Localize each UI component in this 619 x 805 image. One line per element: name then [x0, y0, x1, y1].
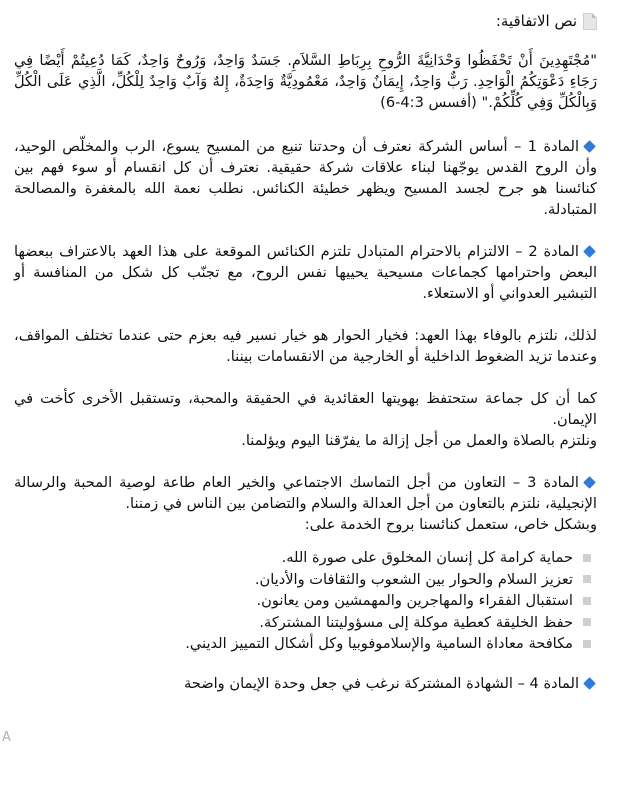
blue-diamond-icon	[583, 677, 596, 690]
commitment-paragraph: لذلك، نلتزم بالوفاء بهذا العهد: فخيار الحوار هو خيار نسير فيه بعزم حتى عندما تختلف المواقف، وعندما تزيد الضغوط الداخلية أو الخارجية من الانقسامات بيننا.	[14, 327, 597, 365]
list-item-text: حفظ الخليقة كعطية موكلة إلى مسؤوليتنا المشتركة.	[259, 613, 573, 631]
square-bullet-icon	[583, 640, 591, 648]
identity-paragraph: كما أن كل جماعة ستحتفظ بهويتها العقائدية في الحقيقة والمحبة، وتستقبل الأخرى كأخت في الإيمان.	[14, 390, 597, 428]
blue-diamond-icon	[583, 476, 596, 489]
article-1-text: المادة 1 – أساس الشركة نعترف أن وحدتنا تنبع من المسيح يسوع، الرب والمخلّص الوحيد، وأن الروح القدس يوجّهنا لبناء علاقات شركة حقيقية. نعترف أن كل انقسام أو سوء فهم بين كنائسنا هو جرح لجسد المسيح ويظهر خطيئة الكنائس. نطلب نعمة الله بالمغفرة والمصالحة المتبادلة.	[14, 138, 597, 218]
article-1	[14, 136, 597, 220]
list-item	[14, 612, 591, 634]
article-4-text: المادة 4 – الشهادة المشتركة نرغب في جعل وحدة الإيمان واضحة	[183, 674, 579, 692]
article-3	[14, 472, 597, 514]
document-title: نص الاتفاقية:	[495, 12, 577, 30]
prayer-paragraph: ونلتزم بالصلاة والعمل من أجل إزالة ما يفرّقنا اليوم ويؤلمنا.	[241, 432, 597, 449]
list-item	[14, 547, 591, 569]
blue-diamond-icon	[583, 245, 596, 258]
square-bullet-icon	[583, 554, 591, 562]
square-bullet-icon	[583, 575, 591, 583]
list-item-text: استقبال الفقراء والمهاجرين والمهمشين ومن يعانون.	[256, 592, 573, 609]
service-list	[14, 547, 597, 655]
article-2	[14, 241, 597, 304]
square-bullet-icon	[583, 597, 591, 605]
document-icon	[583, 13, 597, 30]
blue-diamond-icon	[583, 140, 596, 153]
list-item-text: تعزيز السلام والحوار بين الشعوب والثقافات والأديان.	[254, 570, 573, 588]
article-3-intro: وبشكل خاص، ستعمل كنائسنا بروح الخدمة على:	[304, 516, 597, 533]
article-3-text: المادة 3 – التعاون من أجل التماسك الاجتماعي والخير العام طاعة لوصية المحبة والرسالة الإنجيلية، نلتزم بالتعاون من أجل العدالة والسلام والتضامن بين الناس في زمننا.	[14, 474, 597, 512]
document-header	[14, 10, 597, 32]
list-item	[14, 569, 591, 591]
list-item	[14, 590, 591, 612]
list-item-text: مكافحة معاداة السامية والإسلاموفوبيا وكل أشكال التمييز الديني.	[185, 635, 573, 652]
article-4	[14, 673, 597, 694]
article-2-text: المادة 2 – الالتزام بالاحترام المتبادل تلتزم الكنائس الموقعة على هذا العهد بالاعتراف ببعضها البعض واحترامها كجماعات مسيحية يحييها نفس الروح، مع تجنّب كل شكل من المنافسة أو التبشير العدواني أو الاستعلاء.	[14, 243, 597, 302]
edge-letter: A	[2, 730, 11, 745]
square-bullet-icon	[583, 618, 591, 626]
scripture-quote: "مُجْتَهِدِينَ أَنْ تَحْفَظُوا وَحْدَانِيَّةَ الرُّوحِ بِرِبَاطِ السَّلاَمِ. جَسَدٌ وَاحِدٌ، وَرُوحٌ وَاحِدٌ، كَمَا دُعِيتُمْ أَيْضًا فِي رَجَاءِ دَعْوَتِكُمُ الْوَاحِدِ. رَبٌّ وَاحِدٌ، إِيمَانٌ وَاحِدٌ، مَعْمُودِيَّةٌ وَاحِدَةٌ، إِلهٌ وَآبٌ وَاحِدٌ لِلْكُلِّ، الَّذِي عَلَى الْكُلِّ وَبِالْكُلِّ وَفِي كُلِّكُمْ." (أفسس 4:3-6)	[14, 52, 597, 111]
list-item	[14, 633, 591, 655]
list-item-text: حماية كرامة كل إنسان المخلوق على صورة الله.	[281, 549, 573, 566]
